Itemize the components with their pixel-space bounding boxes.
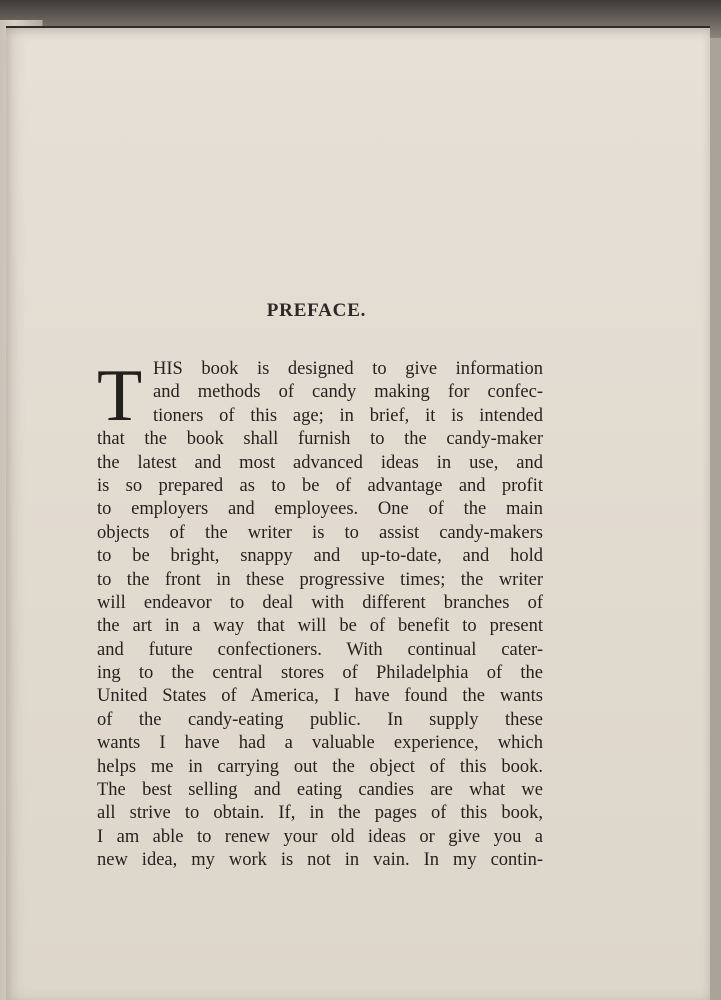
text-line: the art in a way that will be of benefit to present xyxy=(97,616,543,637)
text-line: all strive to obtain. If, in the pages of this book, xyxy=(97,803,543,824)
text-line: new idea, my work is not in vain. In my contin- xyxy=(97,850,543,871)
text-line: tioners of this age; in brief, it is intended xyxy=(153,405,543,426)
text-line: The best selling and eating candies are what we xyxy=(97,780,543,801)
text-line: to employers and employees. One of the main xyxy=(97,499,543,520)
text-line: ing to the central stores of Philadelphia of the xyxy=(97,663,543,684)
book-page xyxy=(6,26,710,1000)
drop-cap: T xyxy=(97,355,143,437)
text-line: that the book shall furnish to the candy-maker xyxy=(97,429,543,450)
text-line: to be bright, snappy and up-to-date, and hold xyxy=(97,546,543,567)
text-line: the latest and most advanced ideas in use, and xyxy=(97,452,543,473)
text-line: is so prepared as to be of advantage and profit xyxy=(97,475,543,496)
text-line: to the front in these progressive times; the writer xyxy=(97,569,543,590)
text-line: helps me in carrying out the object of this book. xyxy=(97,756,543,777)
text-line: United States of America, I have found the wants xyxy=(97,686,543,707)
text-line: wants I have had a valuable experience, which xyxy=(97,733,543,754)
text-line: of the candy-eating public. In supply these xyxy=(97,709,543,730)
text-line: and future confectioners. With continual cater- xyxy=(97,639,543,660)
text-line: and methods of candy making for confec- xyxy=(153,382,543,403)
preface-heading: PREFACE. xyxy=(266,300,367,321)
preface-text xyxy=(97,355,543,873)
text-line: will endeavor to deal with different branches of xyxy=(97,592,543,613)
text-line: I am able to renew your old ideas or give you a xyxy=(97,826,543,847)
text-line: objects of the writer is to assist candy-makers xyxy=(97,522,543,543)
text-line: HIS book is designed to give information xyxy=(153,359,543,379)
